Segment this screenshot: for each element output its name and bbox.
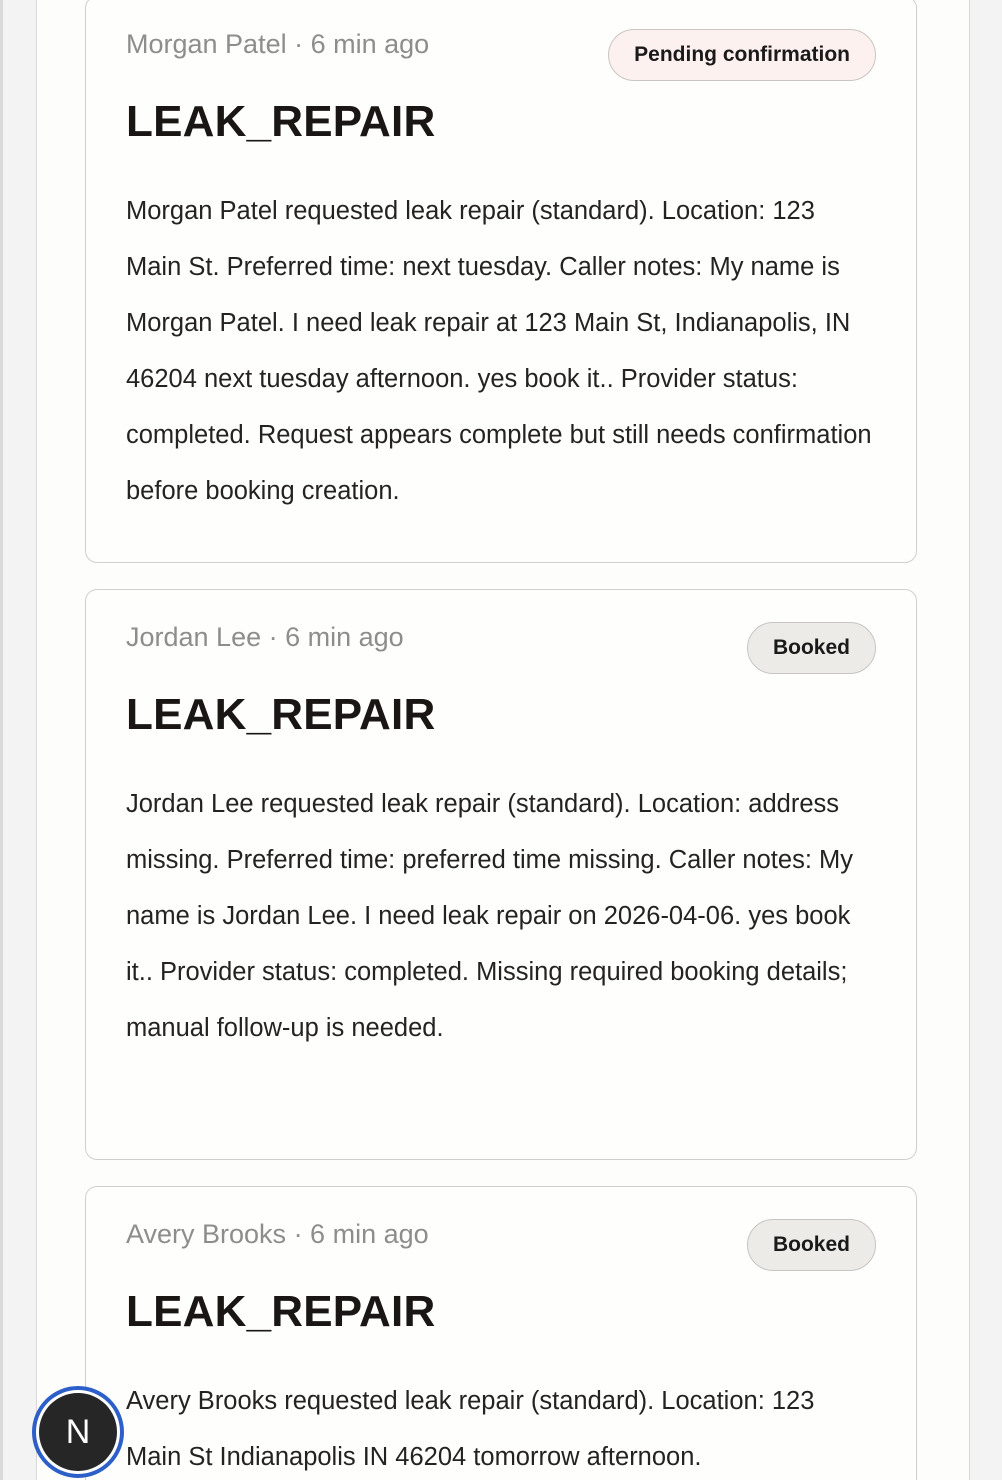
- request-card[interactable]: [85, 589, 917, 1160]
- user-avatar-button[interactable]: [32, 1386, 124, 1478]
- left-edge-strip: [0, 0, 3, 1480]
- card-meta: Avery Brooks · 6 min ago: [126, 1219, 429, 1249]
- card-title: LEAK_REPAIR: [126, 97, 436, 146]
- status-badge: Booked: [747, 622, 876, 674]
- request-card[interactable]: [85, 1186, 917, 1480]
- card-meta: Jordan Lee · 6 min ago: [126, 622, 404, 652]
- card-title: LEAK_REPAIR: [126, 690, 436, 739]
- card-description: Avery Brooks requested leak repair (standard). Location: 123 Main St Indianapolis IN 46204 tomorrow afternoon.: [126, 1387, 815, 1471]
- request-list-panel: [36, 0, 970, 1480]
- avatar-initial: N: [39, 1393, 117, 1471]
- status-badge: Booked: [747, 1219, 876, 1271]
- card-description: Jordan Lee requested leak repair (standard). Location: address missing. Preferred time: preferred time missing. Caller notes: My name is Jordan Lee. I need leak repair on 2026-04-06. yes book it.. Provider status: completed. Missing required booking details; manual follow-up is needed.: [126, 790, 853, 1042]
- status-badge: Pending confirmation: [608, 29, 876, 81]
- card-meta: Morgan Patel · 6 min ago: [126, 29, 430, 59]
- request-card[interactable]: [85, 0, 917, 563]
- card-title: LEAK_REPAIR: [126, 1287, 436, 1336]
- card-description: Morgan Patel requested leak repair (standard). Location: 123 Main St. Preferred time: next tuesday. Caller notes: My name is Morgan Patel. I need leak repair at 123 Main St, Indianapolis, IN 46204 next tuesday afternoon. yes book it.. Provider status: completed. Request appears complete but still needs confirmation before booking creation.: [126, 197, 872, 505]
